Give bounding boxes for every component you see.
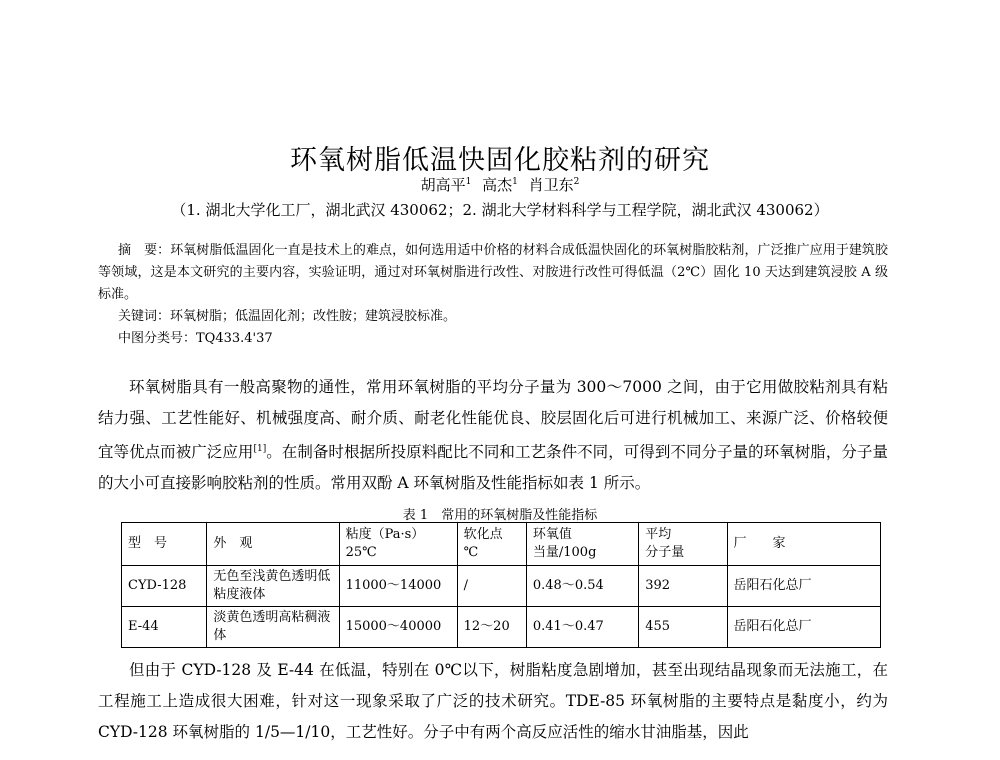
table-cell: 0.41～0.47 <box>526 607 638 648</box>
affiliations: （1. 湖北大学化工厂，湖北武汉 430062；2. 湖北大学材料科学与工程学院，湖北武汉 430062） <box>171 201 829 219</box>
table-cell: / <box>457 566 526 607</box>
table-header-row <box>122 523 881 566</box>
header-cell: 环氧值 当量/100g <box>526 523 638 566</box>
table-cell: 455 <box>639 607 727 648</box>
body-paragraph-2: 但由于 CYD-128 及 E-44 在低温，特别在 0℃以下，树脂粘度急剧增加，甚至出现结晶现象而无法施工，在工程施工上造成很大困难，针对这一现象采取了广泛的技术研究。TDE-85 环氧树脂的主要特点是黏度小，约为 CYD-128 环氧树脂的 1/5—1/10，工艺性好。分子中有两个高反应活性的缩水甘油脂基，因此 <box>98 661 888 741</box>
paper-title: 环氧树脂低温快固化胶粘剂的研究 <box>290 145 710 176</box>
author-affiliation-mark: 1 <box>465 177 472 187</box>
table-cell: 无色至浅黄色透明低粘度液体 <box>207 566 339 607</box>
header-cell: 外 观 <box>207 523 339 566</box>
author-name: 肖卫东 <box>528 176 574 194</box>
classification-number: 中图分类号：TQ433.4'37 <box>118 331 273 346</box>
table-cell: 392 <box>639 566 727 607</box>
table-cell: 12～20 <box>457 607 526 648</box>
table-cell: E-44 <box>122 607 207 648</box>
resin-properties-table <box>121 522 881 648</box>
header-cell: 型 号 <box>122 523 207 566</box>
abstract: 摘 要：环氧树脂低温固化一直是技术上的难点，如何选用适中价格的材料合成低温快固化的环氧树脂胶粘剂，广泛推广应用于建筑胶等领域，这是本文研究的主要内容，实验证明，通过对环氧树脂进行改性、对胺进行改性可得低温（2℃）固化 10 天达到建筑浸胶 A 级标准。 <box>98 243 888 302</box>
header-cell: 厂 家 <box>727 523 880 566</box>
table-cell: 0.48～0.54 <box>526 566 638 607</box>
header-cell: 软化点 ℃ <box>457 523 526 566</box>
paragraph-text: 。在制备时根据所投原料配比不同和工艺条件不同，可得到不同分子量的环氧树脂，分子量的大小可直接影响胶粘剂的性质。常用双酚 A 环氧树脂及性能指标如表 1 所示。 <box>98 443 888 493</box>
header-cell: 平均 分子量 <box>639 523 727 566</box>
table-cell: CYD-128 <box>122 566 207 607</box>
table-cell: 15000～40000 <box>339 607 457 648</box>
table-cell: 淡黄色透明高粘稠液体 <box>207 607 339 648</box>
table-row <box>122 566 881 607</box>
author-affiliation-mark: 1 <box>512 177 518 187</box>
author-affiliation-mark: 2 <box>573 177 580 187</box>
table-row <box>122 607 881 648</box>
author-list <box>0 174 1000 195</box>
table-cell: 11000～14000 <box>339 566 457 607</box>
table-cell: 岳阳石化总厂 <box>727 607 880 648</box>
table-caption: 表 1 常用的环氧树脂及性能指标 <box>402 508 598 523</box>
author-name: 胡高平 <box>420 176 466 194</box>
author-name: 高杰 <box>482 176 513 194</box>
table-cell: 岳阳石化总厂 <box>727 566 880 607</box>
header-cell: 粘度（Pa·s） 25℃ <box>339 523 457 566</box>
citation-ref: [1] <box>253 444 267 454</box>
paragraph-text: 环氧树脂具有一般高聚物的通性，常用环氧树脂的平均分子量为 300～7000 之间，由于它用做胶粘剂具有粘结力强、工艺性能好、机械强度高、耐介质、耐老化性能优良、胶层固化后可进行机械加工、来源广泛、价格较便宜等优点而被广泛应用 <box>98 378 888 462</box>
keywords: 关键词：环氧树脂；低温固化剂；改性胺；建筑浸胶标准。 <box>118 309 457 324</box>
body-paragraph-1 <box>98 372 888 499</box>
